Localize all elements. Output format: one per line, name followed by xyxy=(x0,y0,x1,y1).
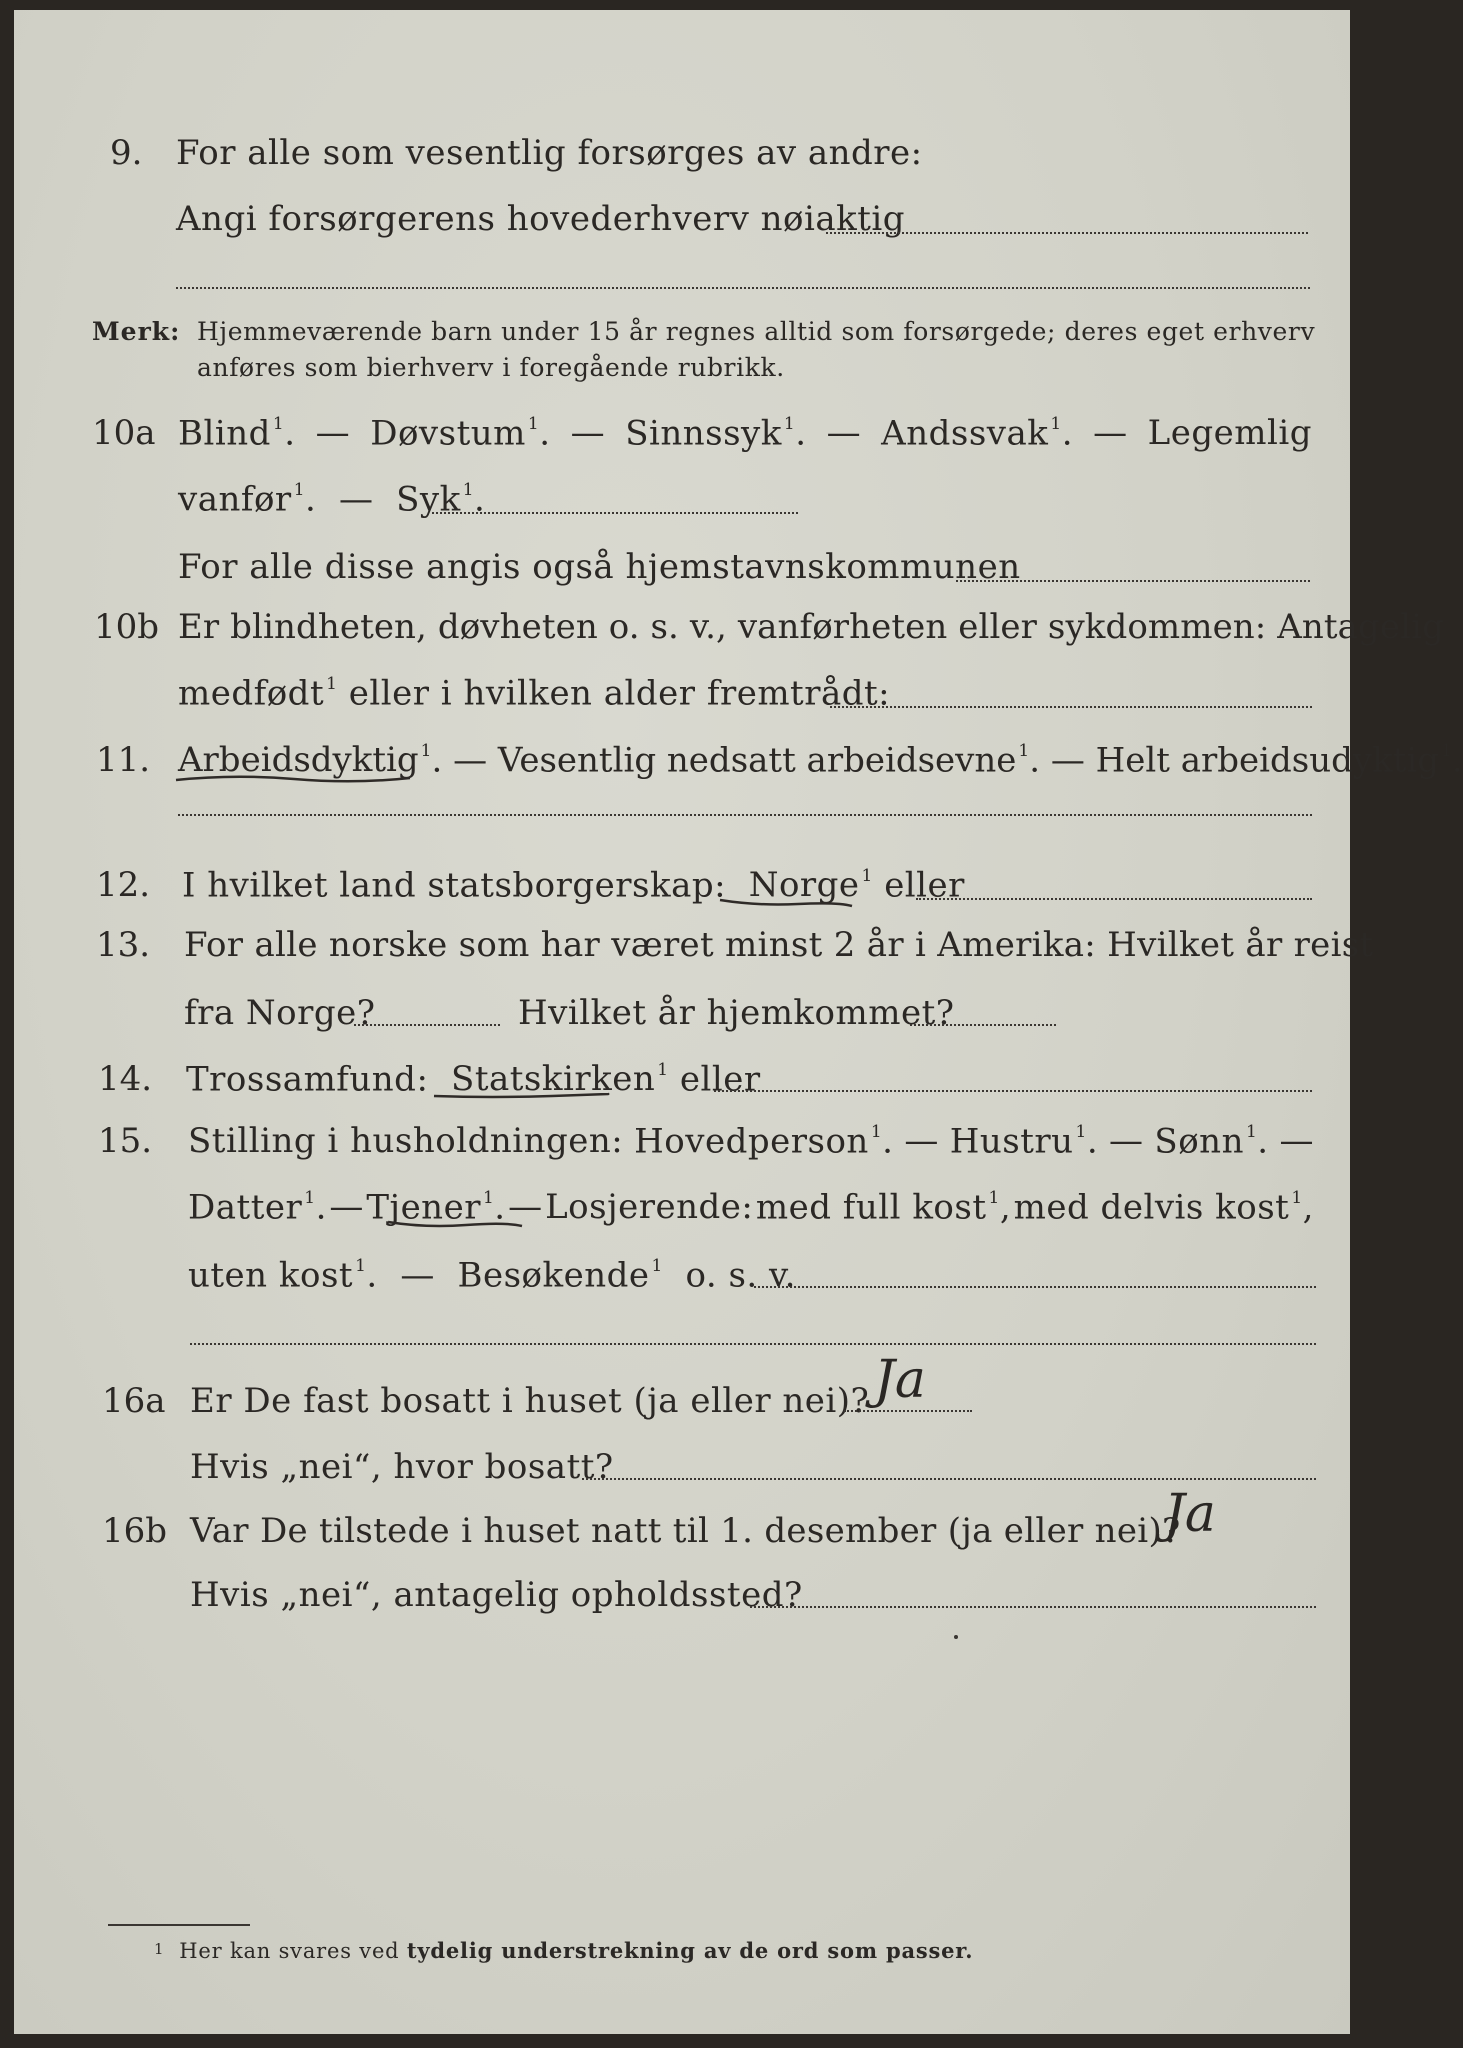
q12-underline-mark xyxy=(718,894,858,912)
dash: — xyxy=(1093,413,1128,453)
q12-norge: Norge $^1$ xyxy=(748,865,873,906)
q14-trossamfund-line xyxy=(714,1090,1312,1092)
q16a-bosatt-line xyxy=(582,1478,1316,1480)
q13-line1: For alle norske som har været minst 2 år i Amerika: Hvilket år reist xyxy=(184,925,1374,965)
q12-line: I hvilket land statsborgerskap: Norge $^1$ eller xyxy=(182,865,965,906)
q15-osv-line xyxy=(754,1286,1316,1288)
dash: — xyxy=(826,413,862,453)
q15-line2: Datter $^1$. — Tjener $^1$. — Losjerende: med full kost $^1$, med delvis kost $^1$, xyxy=(188,1187,1314,1228)
merk-line2: anføres som bierhverv i foregående rubrikk. xyxy=(197,353,785,382)
q10a-andssvak: Andssvak $^1$. xyxy=(881,413,1073,454)
q14-statskirken: Statskirken $^1$ xyxy=(451,1059,669,1100)
q15-line3: uten kost $^1$. — Besøkende $^1$ o. s. v. xyxy=(188,1255,796,1296)
q16a-handwritten-answer: Ja xyxy=(874,1350,926,1410)
q10a-legemlig: Legemlig xyxy=(1147,413,1312,453)
q11-underline-mark xyxy=(174,770,414,786)
dash: — xyxy=(315,413,351,453)
q9-answer-line xyxy=(826,232,1308,234)
q15-number: 15. xyxy=(98,1121,153,1161)
q10a-line3: For alle disse angis også hjemstavnskommunen xyxy=(178,547,1021,587)
q15-underline-mark xyxy=(386,1216,526,1232)
census-form-page xyxy=(14,10,1463,2034)
q13-line2a: fra Norge? xyxy=(184,993,376,1033)
q10a-sinnssyk: Sinnssyk $^1$. xyxy=(625,413,807,454)
footnote: 1 Her kan svares ved tydelig understrekning av de ord som passer. xyxy=(154,1938,974,1963)
q16a-number: 16a xyxy=(102,1381,166,1421)
q16b-line1: Var De tilstede i huset natt til 1. desember (ja eller nei)? xyxy=(190,1511,1181,1551)
q14-number: 14. xyxy=(98,1059,153,1099)
q16a-line1: Er De fast bosatt i huset (ja eller nei)? xyxy=(190,1381,870,1421)
q16a-answer-line xyxy=(844,1410,972,1412)
merk-line1: Hjemmeværende barn under 15 år regnes alltid som forsørgede; deres eget erhverv xyxy=(197,317,1316,346)
q14-line: Trossamfund: Statskirken $^1$ eller xyxy=(186,1059,761,1100)
q15-extra-line xyxy=(190,1343,1316,1345)
q9-number: 9. xyxy=(110,133,143,173)
q10a-line2: vanfør $^1$. — Syk $^1$. xyxy=(178,479,486,520)
q11-extra-line xyxy=(178,814,1312,816)
q10a-kommune-line xyxy=(956,580,1310,582)
q16b-handwritten-answer: Ja xyxy=(1164,1484,1216,1544)
q13-number: 13. xyxy=(96,925,151,965)
q15-line1: Stilling i husholdningen: Hovedperson $^1$. — Hustru $^1$. — Sønn $^1$. — xyxy=(188,1121,1314,1162)
q13-reist-line xyxy=(354,1024,500,1026)
q16a-line2: Hvis „nei“, hvor bosatt? xyxy=(190,1447,614,1487)
q10b-line1: Er blindheten, døvheten o. s. v., vanførheten eller sykdommen: Antagelig xyxy=(178,607,1444,647)
q10a-blind: Blind $^1$. xyxy=(178,413,296,454)
q16b-line2: Hvis „nei“, antagelig opholdssted? xyxy=(190,1575,803,1615)
dash: — xyxy=(570,413,606,453)
footnote-rule xyxy=(108,1924,250,1926)
q16b-opholdssted-line xyxy=(750,1606,1316,1608)
q16b-number: 16b xyxy=(102,1511,168,1551)
q11-arbeidsdyktig: Arbeidsdyktig $^1$ xyxy=(178,740,432,781)
q10b-age-line xyxy=(830,706,1312,708)
q10a-dovstum: Døvstum $^1$. xyxy=(370,413,551,454)
q12-land-line xyxy=(916,898,1312,900)
q15-tjener: Tjener $^1$. xyxy=(366,1187,506,1228)
q13-hjemkommet-line xyxy=(910,1024,1056,1026)
q10a-line1 xyxy=(178,413,1312,454)
q11-number: 11. xyxy=(96,740,151,780)
q11-line: Arbeidsdyktig $^1$. — Vesentlig nedsatt arbeidsevne $^1$. — Helt arbeidsudyktig $^1$. xyxy=(178,740,1463,781)
q12-number: 12. xyxy=(96,865,151,905)
q10b-line2: medfødt $^1$ eller i hvilken alder fremtrådt: xyxy=(178,673,891,714)
q10a-syk-line xyxy=(432,512,798,514)
q13-line2b: Hvilket år hjemkommet? xyxy=(518,993,955,1033)
q9-line1: For alle som vesentlig forsørges av andre: xyxy=(176,133,923,173)
q9-line2: Angi forsørgerens hovederhverv nøiaktig xyxy=(176,199,906,239)
q10b-number: 10b xyxy=(94,607,160,647)
q9-answer-line-2 xyxy=(176,287,1310,289)
q10a-number: 10a xyxy=(92,413,156,453)
q14-underline-mark xyxy=(432,1088,612,1104)
ink-spot xyxy=(954,1635,958,1639)
merk-label: Merk: xyxy=(92,317,181,346)
